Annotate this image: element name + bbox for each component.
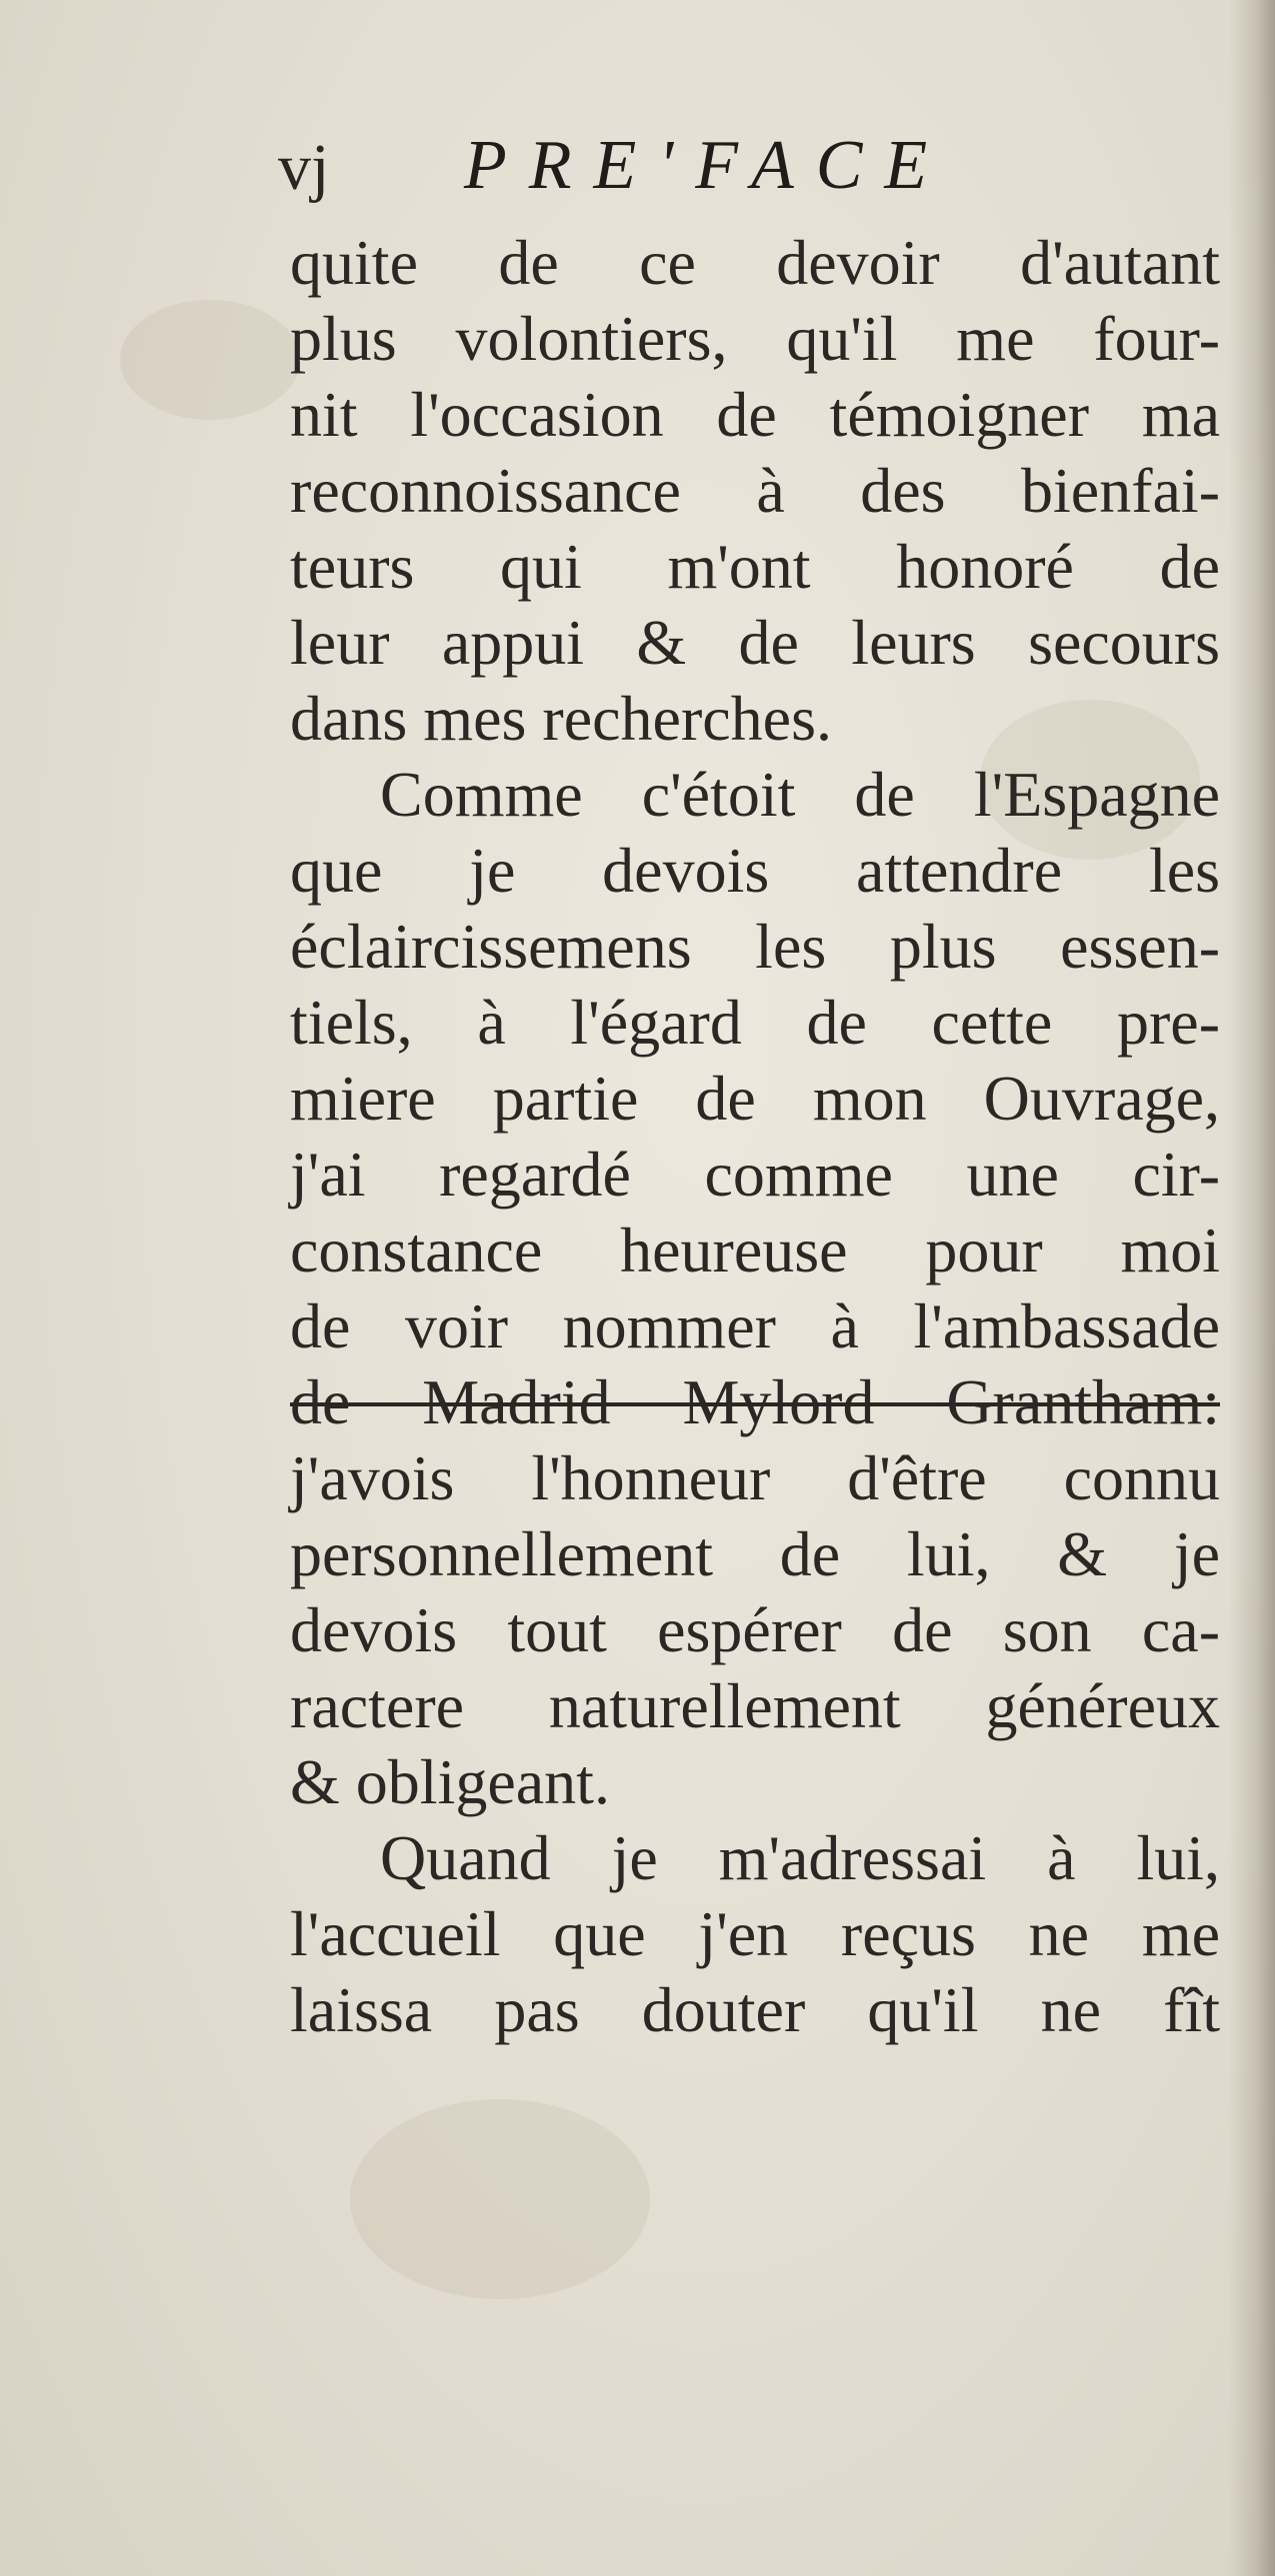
paragraph-start-line: Quand je m'adressai à lui,: [380, 1822, 1220, 1893]
text-line: l'accueil que j'en reçus ne me: [290, 1898, 1220, 1969]
text-line: leur appui & de leurs secours: [290, 607, 1220, 678]
text-line: de voir nommer à l'ambassade: [290, 1290, 1220, 1361]
running-head: [278, 127, 1228, 220]
text-line: personnellement de lui, & je: [290, 1518, 1220, 1589]
paragraph-start-line: Comme c'étoit de l'Espagne: [380, 759, 1220, 830]
text-line: j'ai regardé comme une cir-: [290, 1139, 1220, 1210]
text-line: plus volontiers, qu'il me four-: [290, 303, 1220, 374]
page-edge-shadow: [1229, 0, 1275, 2576]
text-line: j'avois l'honneur d'être connu: [290, 1442, 1220, 1513]
text-line: que je devois attendre les: [290, 835, 1220, 906]
body-text: [290, 225, 1220, 2048]
text-line: dans mes recherches.: [290, 683, 832, 754]
text-line: constance heureuse pour moi: [290, 1215, 1220, 1286]
text-line: laissa pas douter qu'il ne fît: [290, 1974, 1220, 2045]
text-line: nit l'occasion de témoigner ma: [290, 379, 1220, 450]
text-line: éclaircissemens les plus essen-: [290, 911, 1220, 982]
paper-stain: [120, 300, 300, 420]
text-line: teurs qui m'ont honoré de: [290, 531, 1220, 602]
text-line: & obligeant.: [290, 1746, 610, 1817]
struck-through-line: de Madrid Mylord Grantham:: [290, 1366, 1220, 1437]
text-line: devois tout espérer de son ca-: [290, 1594, 1220, 1665]
text-line: miere partie de mon Ouvrage,: [290, 1063, 1220, 1134]
page-number: vj: [278, 131, 330, 204]
section-title: PRE'FACE: [464, 127, 950, 204]
text-line: reconnoissance à des bienfai-: [290, 455, 1220, 526]
text-line: ractere naturellement généreux: [290, 1670, 1220, 1741]
text-line: tiels, à l'égard de cette pre-: [290, 987, 1220, 1058]
text-line: quite de ce devoir d'autant: [290, 227, 1220, 298]
paper-stain: [350, 2099, 650, 2299]
